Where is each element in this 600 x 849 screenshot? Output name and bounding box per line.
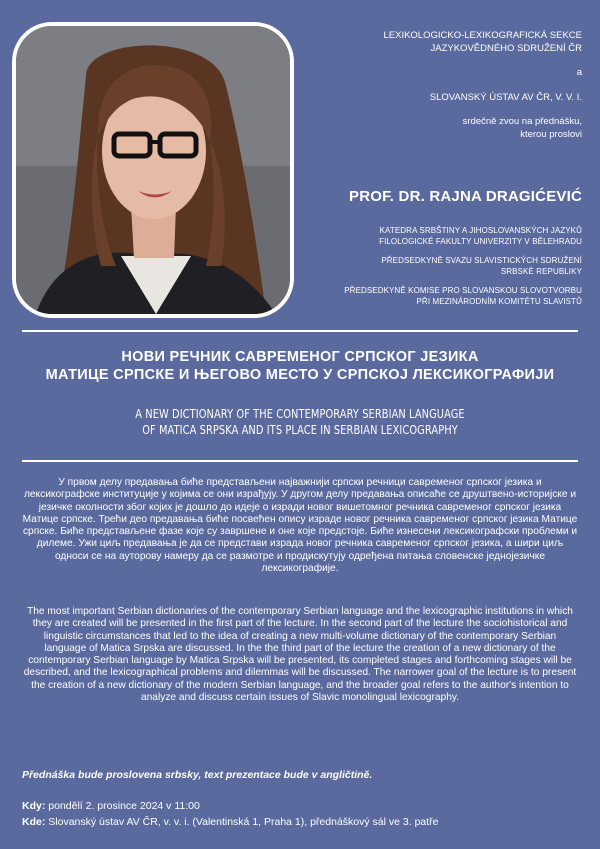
date-label: Kdy: <box>22 800 46 812</box>
divider <box>22 460 578 462</box>
organizer-block <box>317 30 582 141</box>
lecture-title-english-line2: OF MATICA SRPSKA AND ITS PLACE IN SERBIAN LEXICOGRAPHY <box>142 423 458 437</box>
speaker-affiliation <box>322 286 582 307</box>
event-date <box>22 800 582 812</box>
affiliation-line: PŘEDSEDKYNĚ SVAZU SLAVISTICKÝCH SDRUŽENÍ <box>381 256 582 265</box>
abstract-english: The most important Serbian dictionaries of the contemporary Serbian language and the lexicographic institutions in which they are created will be presented in the first part of the lecture. In the second part of the lecture the sociohistorical and linguistic circumstances that led to the idea of creating a new multi-volume dictionary of the contemporary Serbian language of Matica Srpska are discussed. In the the third part of the lecture the creation of a new dictionary of the contemporary Serbian language by Matica Srpska will be presented, its completed stages and forthcoming stages will be described, and the lexicographical problems and dilemmas will be discussed. The narrower goal of the lecture is to present the creation of a new dictionary of the modern Serbian language, and the broader goal refers to the author's intention to analyze and discuss certain issues of Slavic monolingual lexicography. <box>23 606 577 704</box>
affiliation-line: FILOLOGICKÉ FAKULTY UNIVERZITY V BĚLEHRADU <box>379 236 582 246</box>
divider <box>22 330 578 332</box>
invitation-line2: kterou proslovi <box>520 128 582 140</box>
invitation-line1: srdečně zvou na přednášku, <box>462 116 582 127</box>
affiliation-line: PŘEDSEDKYNĚ KOMISE PRO SLOVANSKOU SLOVOTVORBU <box>344 286 582 295</box>
location-label: Kde: <box>22 816 46 828</box>
organizer-section-line2: JAZYKOVĚDNÉHO SDRUŽENÍ ČR <box>430 42 582 54</box>
speaker-affiliation <box>322 226 582 247</box>
location-value: Slovanský ústav AV ČR, v. v. i. (Valentinská 1, Praha 1), přednáškový sál ve 3. patře <box>48 816 439 828</box>
abstract-serbian: У првом делу предавања биће представљени најважнији српски речници савременог српског језика и лексикографске институције у којима се они израђују. У другом делу предавања описаће се друштвено-историјске и језичке околности због којих је дошло до идеје о изради новог вишетомног речника савременог српског језика Матице српске. Трећи део предавања биће посвећен опису израде новог речника савременог српског језика Матице српске. Биће представљене фазе које су завршене и оне које предстоје. Биће изнесени лексикографски проблеми и дилеме. Ужи циљ предавања је да се представи израда новог речника савременог српског језика, а шири циљ односи се на ауторову намеру да се размотре и продискутују одређена питања словенске једнојезичке лексикографије. <box>22 477 578 575</box>
speaker-name: PROF. DR. RAJNA DRAGIĆEVIĆ <box>349 188 582 205</box>
organizer-conjunction: a <box>576 67 582 78</box>
affiliation-line: SRBSKÉ REPUBLIKY <box>500 266 582 276</box>
language-note: Přednáška bude proslovena srbsky, text prezentace bude v angličtině. <box>22 769 373 781</box>
speaker-photo <box>12 22 294 318</box>
organizer-institute: SLOVANSKÝ ÚSTAV AV ČR, V. V. I. <box>429 91 582 103</box>
affiliation-line: PŘI MEZINÁRODNÍM KOMITÉTU SLAVISTŮ <box>416 296 582 306</box>
date-value: pondělí 2. prosince 2024 v 11:00 <box>48 800 200 812</box>
speaker-portrait <box>16 26 290 314</box>
speaker-affiliation <box>322 256 582 277</box>
organizer-section-line1: LEXIKOLOGICKO-LEXIKOGRAFICKÁ SEKCE <box>383 30 582 41</box>
event-location <box>22 816 592 828</box>
lecture-title-english-line1: A NEW DICTIONARY OF THE CONTEMPORARY SERBIAN LANGUAGE <box>135 407 465 421</box>
lecture-title-english <box>70 406 529 438</box>
lecture-title-serbian-line2: МАТИЦЕ СРПСКЕ И ЊЕГОВО МЕСТО У СРПСКОЈ ЛЕКСИКОГРАФИЈИ <box>45 367 555 383</box>
affiliation-line: KATEDRA SRBŠTINY A JIHOSLOVANSKÝCH JAZYKŮ <box>379 226 582 235</box>
lecture-title-serbian <box>20 348 580 384</box>
lecture-title-serbian-line1: НОВИ РЕЧНИК САВРЕМЕНОГ СРПСКОГ ЈЕЗИКА <box>121 349 479 365</box>
